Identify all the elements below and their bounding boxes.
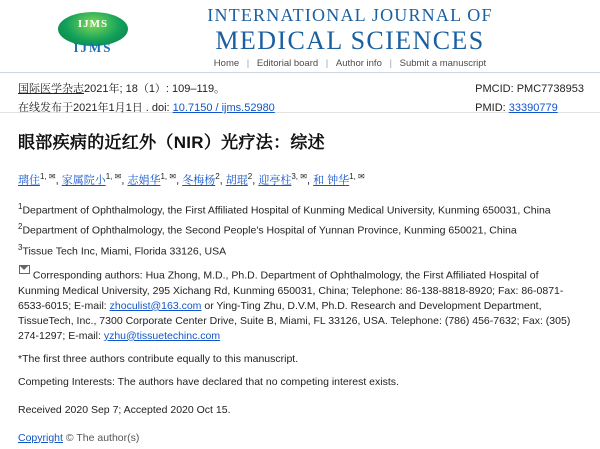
- page-title: 眼部疾病的近红外（NIR）光疗法：综述: [18, 133, 325, 152]
- envelope-icon: [19, 265, 30, 274]
- citation-meta-bar: [0, 73, 600, 113]
- affiliation-item: [18, 219, 582, 239]
- journal-title: [140, 4, 560, 56]
- author-link[interactable]: 志娟华: [127, 174, 161, 187]
- author-affiliation-marker: 2: [215, 172, 220, 181]
- citation-details: 2021年; 18（1）: 109–119。: [84, 83, 226, 95]
- affiliation-text: Department of Ophthalmology, the First Affiliated Hospital of Kunming Medical University, Kunming 650031, China: [22, 204, 551, 217]
- article-header: [0, 113, 600, 444]
- nav-separator: |: [246, 58, 250, 69]
- author-affiliation-marker: 1, ✉: [105, 172, 122, 181]
- pmcid-label: PMCID:: [475, 83, 514, 95]
- author-link[interactable]: 胡琨: [225, 174, 248, 187]
- pmcid-row: [475, 80, 584, 99]
- equal-contribution-note: *The first three authors contribute equally to this manuscript.: [18, 352, 299, 365]
- affiliation-text: Department of Ophthalmology, the Second People's Hospital of Yunnan Province, Kunming 650021, China: [22, 224, 517, 237]
- main-navigation: [140, 58, 560, 69]
- nav-separator: |: [389, 58, 392, 69]
- journal-logo: [58, 8, 128, 56]
- corresponding-email-link-1[interactable]: zhoculist@163.com: [109, 299, 202, 312]
- copyright-text: © The author(s): [65, 431, 140, 444]
- affiliation-item: [18, 240, 582, 260]
- author-link[interactable]: 璃住: [18, 174, 40, 187]
- pmcid-value: PMC7738953: [516, 83, 584, 95]
- author-link[interactable]: 冬梅杨: [182, 174, 216, 187]
- nav-item-author-info[interactable]: Author info: [335, 58, 382, 69]
- logo-text: IJMS: [77, 18, 109, 30]
- corresponding-middle: or Ying-Ting Zhu, D.V.M, Ph.D. Research and Development Department, TissueTech, Inc., 7300 Corporate Center Drive, Suite B, Miami, FL 33126, USA. Telephone: (786) 456-7632; Fax: (305) 274-1297; E-mail:: [18, 299, 571, 342]
- citation-block: [18, 80, 275, 118]
- author-link[interactable]: 迎亭柱: [258, 174, 292, 187]
- journal-title-line2: MEDICAL SCIENCES: [215, 26, 485, 55]
- author-affiliation-marker: 2: [247, 172, 253, 181]
- corresponding-author-note: [18, 265, 582, 344]
- published-row: [18, 99, 275, 118]
- affiliation-item: [18, 199, 582, 219]
- author-affiliation-marker: 1, ✉: [160, 172, 177, 181]
- nav-item-editorial-board[interactable]: Editorial board: [256, 58, 319, 69]
- affiliation-marker: 3: [18, 242, 23, 252]
- journal-title-line1: INTERNATIONAL JOURNAL OF: [207, 5, 493, 25]
- author-link[interactable]: 和 钟华: [313, 174, 350, 187]
- corresponding-prefix: Corresponding authors: Hua Zhong, M.D., Ph.D. Department of Ophthalmology, the First Affiliated Hospital of Kunming Medical University, 295 Xichang Rd, Kunming 650031, China; Telephone: 86-138-8818-8920; Fax: 86-0871-6533-6015; E-mail:: [18, 269, 564, 312]
- nav-separator: |: [325, 58, 329, 69]
- published-label: 在线发布于2021年1月1日 . doi:: [18, 102, 170, 114]
- journal-masthead: [0, 0, 600, 73]
- copyright-link[interactable]: Copyright: [18, 431, 63, 444]
- nav-item-home[interactable]: Home: [213, 58, 240, 69]
- doi-link[interactable]: 10.7150 / ijms.52980: [172, 102, 275, 114]
- affiliation-marker: 2: [18, 222, 23, 232]
- author-link[interactable]: 家属院小: [61, 174, 106, 187]
- affiliation-text: Tissue Tech Inc, Miami, Florida 33126, USA: [22, 245, 227, 258]
- journal-name-link[interactable]: 国际医学杂志: [18, 83, 84, 95]
- competing-interests-note: Competing Interests: The authors have declared that no competing interest exists.: [18, 375, 399, 388]
- author-list: 璃住$^{1, ✉}$, 家属院小$^{1, ✉}$, 志娟华$^{1, ✉}$, 冬梅杨$^2$, 胡琨$^2$, 迎亭柱$^{3, ✉}$, 和 钟华$^{1, ✉}$: [18, 172, 365, 187]
- author-affiliation-marker: 1, ✉: [349, 172, 365, 181]
- corresponding-email-link-2[interactable]: yzhu@tissuetechinc.com: [103, 329, 221, 342]
- pmid-row: [475, 99, 584, 118]
- identifier-block: [475, 80, 584, 118]
- copyright-line: [18, 432, 582, 444]
- citation-row: [18, 80, 275, 99]
- author-affiliation-marker: 1, ✉: [40, 172, 56, 181]
- logo-subtext: IJMS: [73, 40, 113, 55]
- received-accepted-dates: Received 2020 Sep 7; Accepted 2020 Oct 15.: [18, 403, 231, 416]
- nav-item-submit-manuscript[interactable]: Submit a manuscript: [399, 58, 487, 69]
- affiliation-marker: 1: [18, 201, 23, 211]
- pmid-label: PMID:: [475, 102, 506, 114]
- author-affiliation-marker: 3, ✉: [291, 172, 307, 181]
- pmid-link[interactable]: 33390779: [508, 102, 558, 114]
